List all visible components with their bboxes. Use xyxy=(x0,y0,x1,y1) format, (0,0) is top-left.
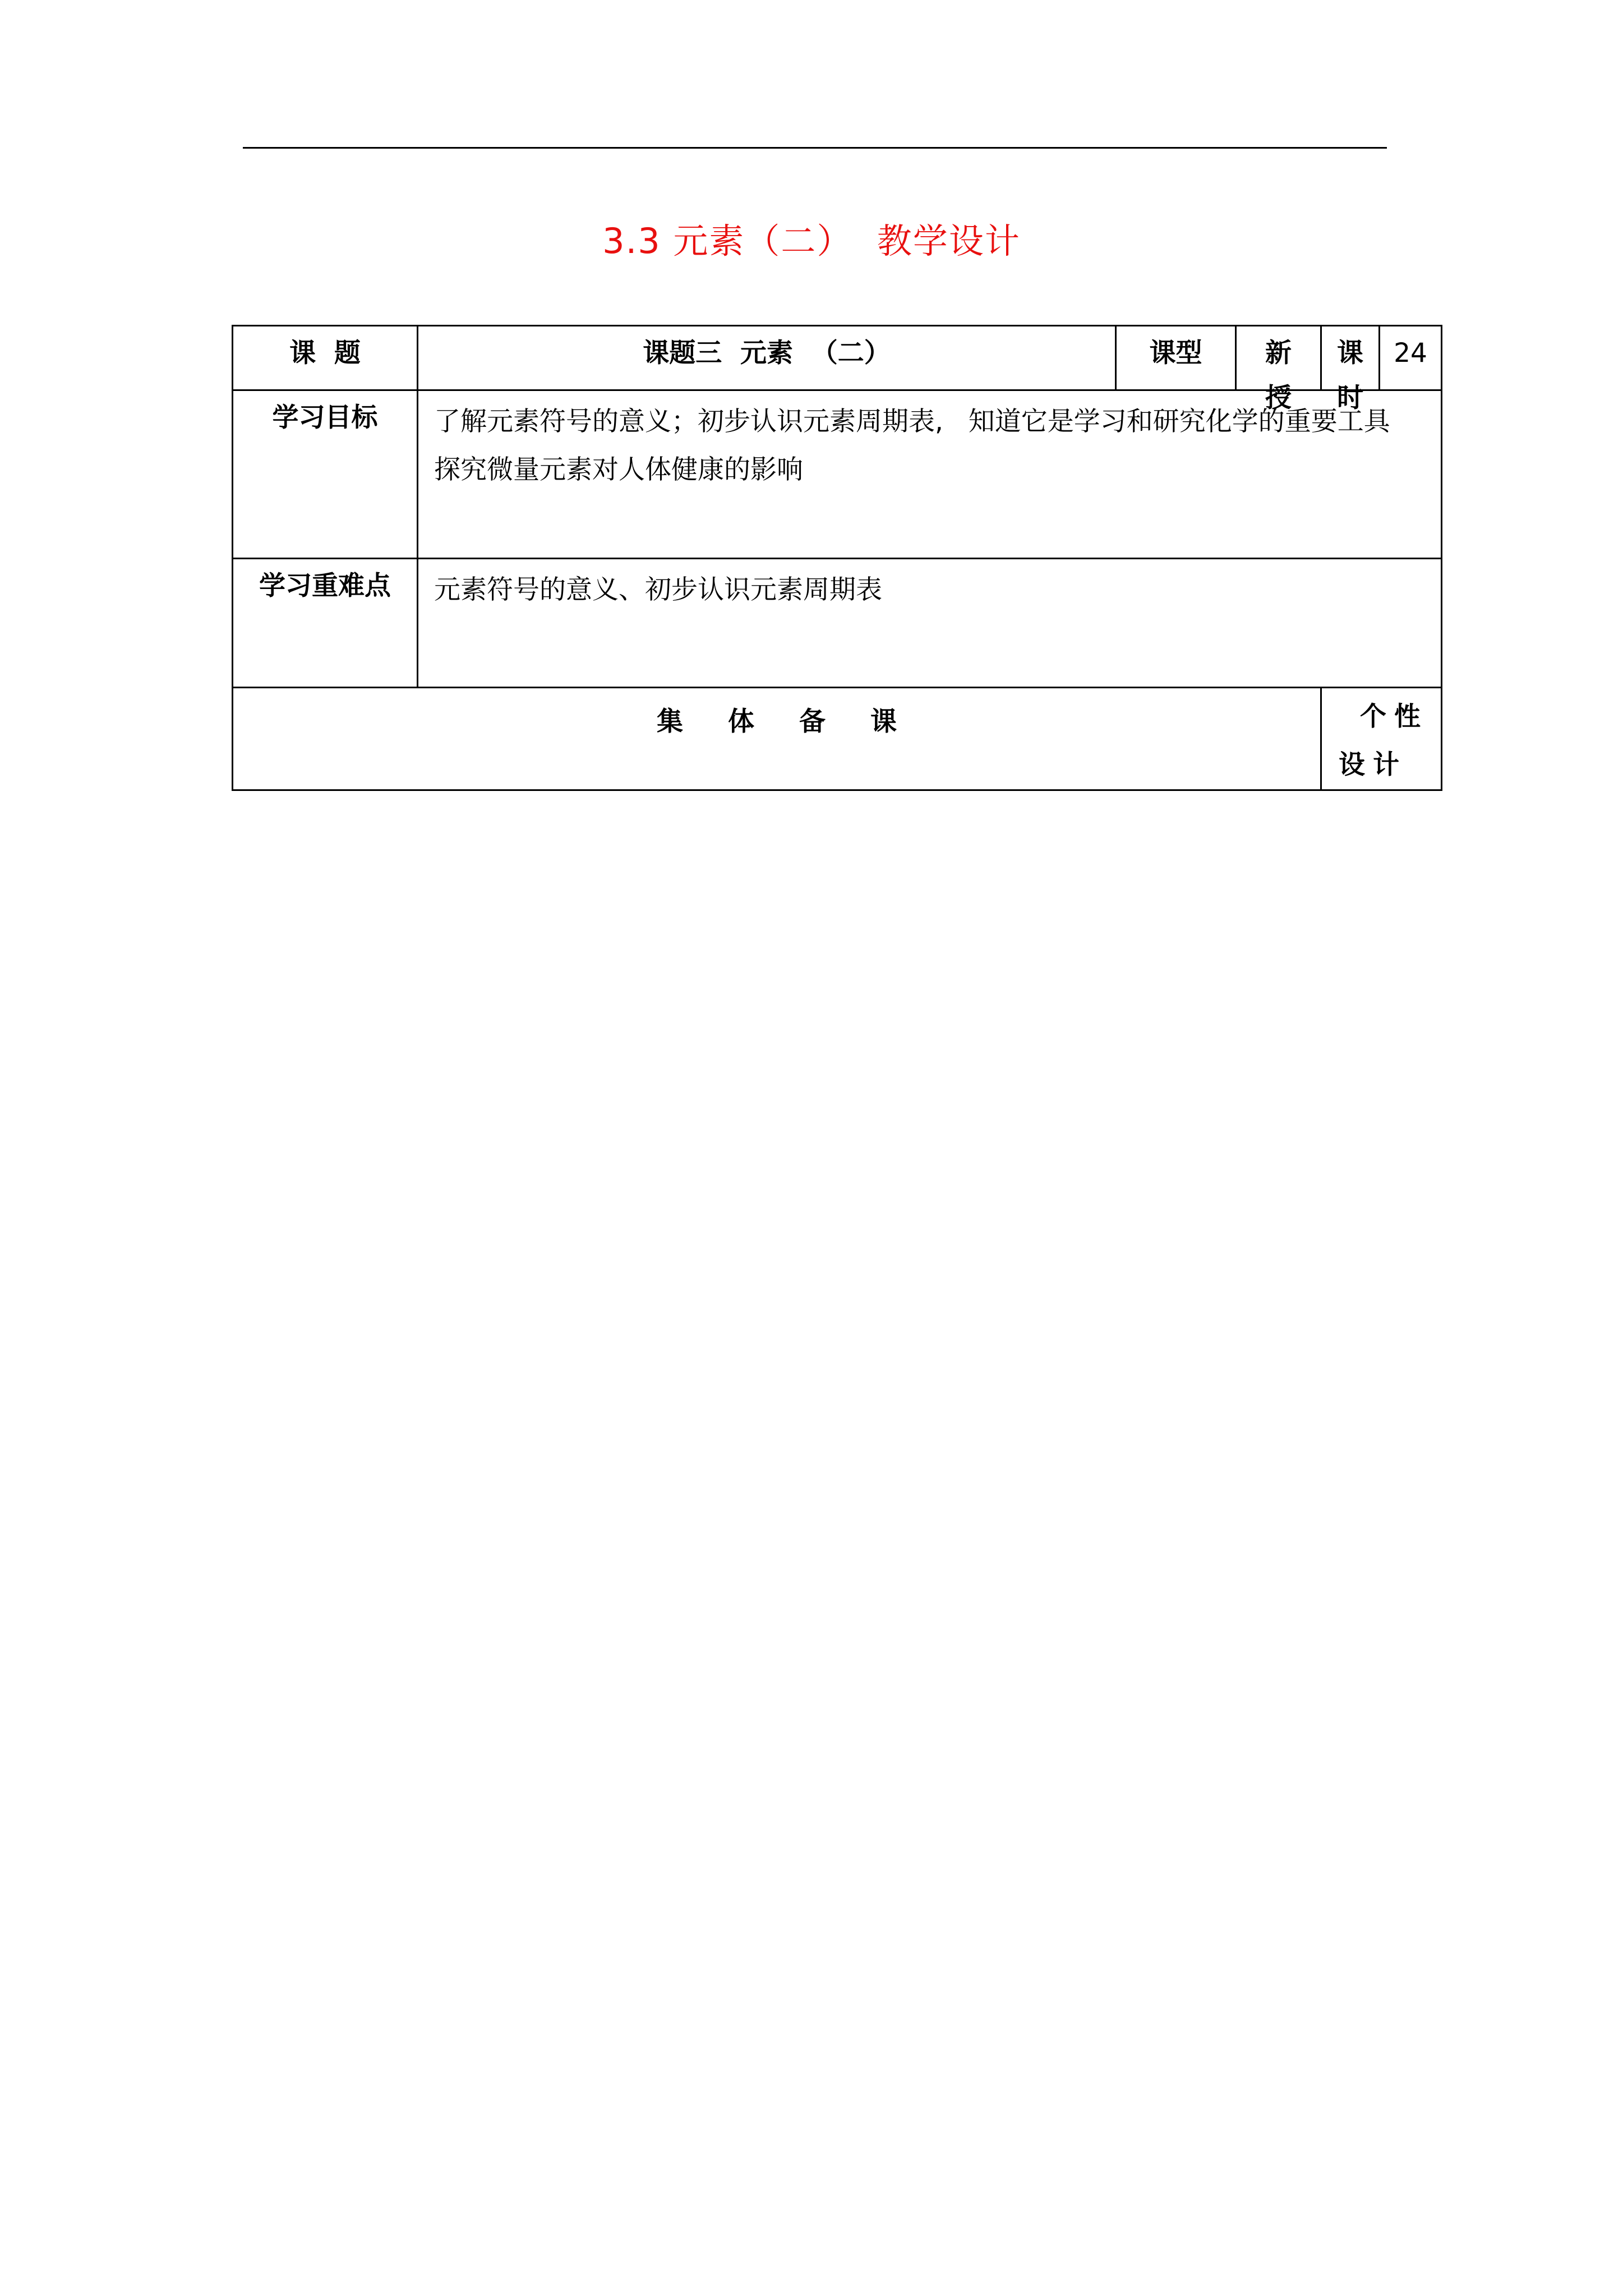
class-hours-label: 课时 xyxy=(1337,338,1363,413)
objectives-label: 学习目标 xyxy=(272,402,378,433)
lesson-type-value-cell xyxy=(1236,326,1321,413)
collective-prep-char-4: 课 xyxy=(870,706,897,737)
individual-design-line-1: 个性 xyxy=(1360,701,1428,732)
lesson-type-label-cell xyxy=(1116,326,1236,390)
collective-prep-cell xyxy=(233,688,1321,790)
collective-prep-char-1: 集 xyxy=(657,706,683,737)
class-hours-value: 24 xyxy=(1394,338,1427,369)
header-rule xyxy=(243,147,1387,149)
document-title: 3.3 元素（二） 教学设计 xyxy=(602,220,1021,261)
topic-label-cell xyxy=(233,326,418,390)
topic-value-cell xyxy=(418,326,1116,390)
collective-prep-char-2: 体 xyxy=(728,706,754,737)
objectives-content-cell xyxy=(418,390,1442,559)
class-hours-value-cell xyxy=(1380,326,1442,390)
individual-design-cell xyxy=(1321,688,1442,790)
objectives-label-cell xyxy=(233,390,418,559)
topic-value: 课题三 元素 （二） xyxy=(643,338,891,369)
key-points-label: 学习重难点 xyxy=(259,570,391,601)
lesson-plan-table xyxy=(232,325,1442,791)
collective-prep-char-3: 备 xyxy=(799,706,826,737)
lesson-type-label: 课型 xyxy=(1149,338,1202,369)
table-row-topic xyxy=(233,326,1442,390)
topic-label: 课 题 xyxy=(289,338,361,369)
table-row-objectives xyxy=(233,390,1442,559)
table-row-lesson-prep xyxy=(233,688,1442,790)
table-row-key-points xyxy=(233,559,1442,688)
objectives-line-1: 了解元素符号的意义；初步认识元素周期表, 知道它是学习和研究化学的重要工具 xyxy=(434,406,1390,437)
class-hours-label-cell xyxy=(1321,326,1380,413)
key-points-content-cell xyxy=(418,559,1442,688)
lesson-type-value: 新授 xyxy=(1265,338,1292,413)
objectives-line-2: 探究微量元素对人体健康的影响 xyxy=(434,454,803,485)
individual-design-line-2: 设计 xyxy=(1339,749,1407,780)
key-points-content: 元素符号的意义、初步认识元素周期表 xyxy=(434,574,882,605)
key-points-label-cell xyxy=(233,559,418,688)
